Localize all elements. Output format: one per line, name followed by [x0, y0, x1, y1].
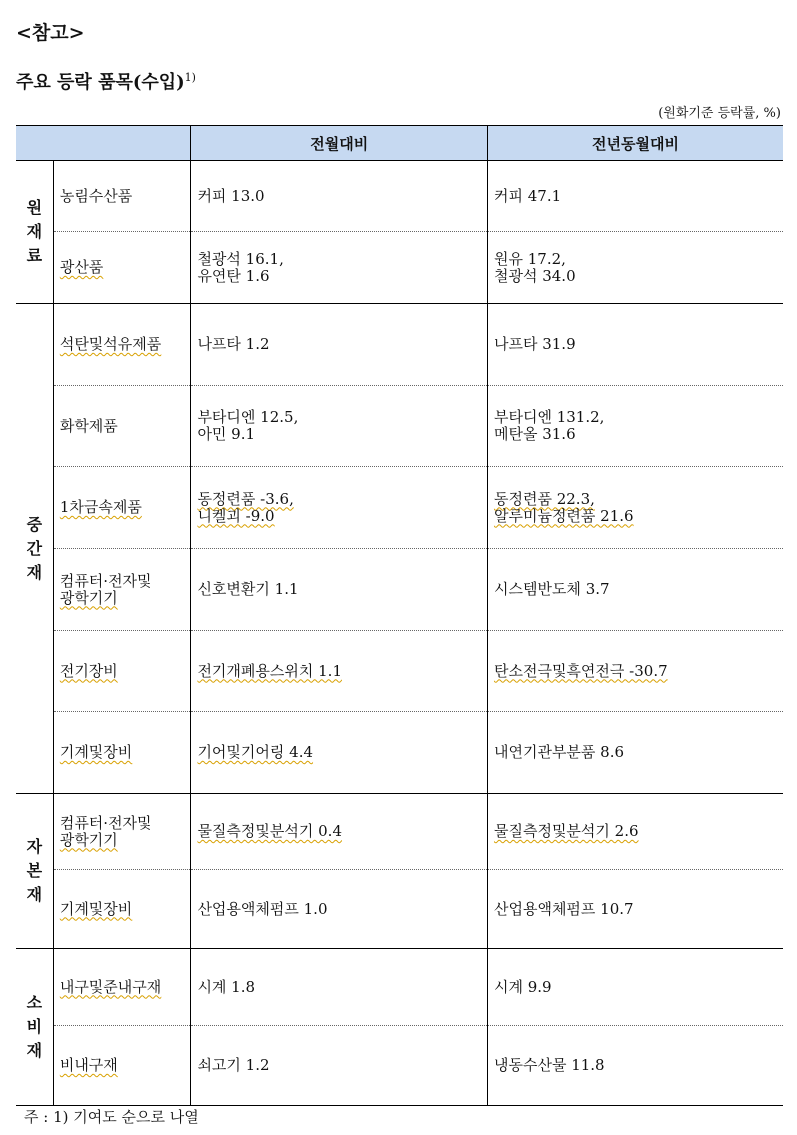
- category-label: 광학기기: [59, 588, 118, 607]
- title-text: 주요 등락 품목(수입): [16, 72, 185, 93]
- table-row: [16, 1026, 783, 1106]
- mom-value: 시계 1.8: [197, 977, 256, 996]
- table-row: [16, 467, 783, 549]
- category-cell: [53, 631, 191, 712]
- category-cell: [53, 949, 191, 1026]
- section-capital-char-2: 본: [26, 861, 43, 880]
- table-header-row: [16, 126, 783, 161]
- page-title: [16, 68, 196, 94]
- table-row: [16, 870, 783, 949]
- yoy-cell: [487, 549, 783, 631]
- yoy-value: 커피 47.1: [493, 186, 562, 205]
- yoy-value: 내연기관부분품 8.6: [493, 743, 625, 761]
- section-capital: [16, 794, 53, 949]
- yoy-value: 알루미늄정련품 21.6: [493, 506, 634, 525]
- mom-cell: [191, 549, 488, 631]
- mom-cell: [191, 467, 488, 549]
- mom-value: 동정련품 -3.6,: [197, 489, 294, 508]
- category-cell: [53, 304, 191, 386]
- table-row: [16, 631, 783, 712]
- yoy-cell: [487, 712, 783, 794]
- footnote: 주 : 1) 기여도 순으로 나열: [24, 1108, 199, 1126]
- yoy-cell: [487, 232, 783, 304]
- yoy-cell: [487, 949, 783, 1026]
- table-row: [16, 304, 783, 386]
- mom-cell: [191, 870, 488, 949]
- mom-cell: [191, 1026, 488, 1106]
- mom-value: 산업용액체펌프 1.0: [197, 899, 328, 918]
- category-cell: [53, 386, 191, 467]
- yoy-cell: [487, 870, 783, 949]
- category-label: 내구및준내구재: [59, 977, 162, 996]
- yoy-value: 시스템반도체 3.7: [493, 580, 610, 598]
- mom-cell: [191, 161, 488, 232]
- mom-value: 신호변환기 1.1: [197, 580, 299, 598]
- table-row: [16, 712, 783, 794]
- table-row: [16, 386, 783, 467]
- yoy-value: 물질측정및분석기 2.6: [493, 822, 639, 840]
- header-mom: 전월대비: [191, 126, 488, 161]
- category-cell: [53, 467, 191, 549]
- yoy-cell: [487, 1026, 783, 1106]
- section-intermediate-char-1: 중: [26, 514, 43, 534]
- mom-value: 니켈괴 -9.0: [197, 506, 275, 525]
- section-capital-char-1: 자: [26, 837, 43, 856]
- category-label: 광학기기: [59, 830, 118, 849]
- section-raw-char-2: 재: [26, 222, 43, 241]
- section-raw-char-3: 료: [26, 246, 43, 265]
- category-label: 기계및장비: [59, 743, 133, 761]
- table-row: [16, 161, 783, 232]
- section-consumer-char-1: 소: [26, 993, 43, 1012]
- category-label: 1차금속제품: [59, 498, 142, 516]
- price-change-table: [16, 125, 783, 1106]
- section-intermediate: [16, 304, 53, 794]
- yoy-value: 동정련품 22.3,: [493, 489, 595, 508]
- category-label: 컴퓨터·전자및: [59, 813, 152, 832]
- category-label: 농림수산품: [59, 186, 133, 205]
- section-intermediate-char-2: 간: [26, 538, 43, 558]
- category-cell: [53, 161, 191, 232]
- yoy-cell: [487, 794, 783, 870]
- mom-value: 전기개폐용스위치 1.1: [197, 661, 342, 680]
- title-footnote-marker: 1): [184, 71, 196, 84]
- mom-value: 물질측정및분석기 0.4: [197, 822, 342, 840]
- yoy-value: 메탄올 31.6: [493, 425, 576, 443]
- category-label: 광산품: [59, 258, 104, 276]
- yoy-cell: [487, 161, 783, 232]
- section-intermediate-char-3: 재: [26, 562, 43, 582]
- category-cell: [53, 870, 191, 949]
- mom-value: 커피 13.0: [197, 186, 265, 205]
- category-cell: [53, 712, 191, 794]
- section-consumer: [16, 949, 53, 1106]
- table-row: [16, 794, 783, 870]
- mom-value: 아민 9.1: [197, 425, 256, 443]
- section-capital-char-3: 재: [26, 885, 43, 904]
- mom-cell: [191, 631, 488, 712]
- yoy-value: 철광석 34.0: [493, 266, 576, 285]
- yoy-value: 나프타 31.9: [493, 335, 576, 353]
- category-cell: [53, 1026, 191, 1106]
- mom-value: 유연탄 1.6: [197, 266, 270, 285]
- mom-cell: [191, 304, 488, 386]
- table-row: [16, 232, 783, 304]
- category-label: 석탄및석유제품: [59, 335, 162, 353]
- mom-cell: [191, 794, 488, 870]
- yoy-cell: [487, 304, 783, 386]
- mom-cell: [191, 712, 488, 794]
- category-cell: [53, 794, 191, 870]
- mom-value: 기어및기어링 4.4: [197, 743, 314, 761]
- section-consumer-char-2: 비: [26, 1017, 43, 1036]
- yoy-cell: [487, 386, 783, 467]
- yoy-value: 탄소전극및흑연전극 -30.7: [493, 661, 668, 680]
- mom-cell: [191, 949, 488, 1026]
- category-cell: [53, 232, 191, 304]
- yoy-cell: [487, 631, 783, 712]
- mom-value: 쇠고기 1.2: [197, 1056, 270, 1074]
- category-label: 화학제품: [59, 416, 118, 435]
- section-consumer-char-3: 재: [26, 1041, 43, 1060]
- mom-value: 부타디엔 12.5,: [197, 408, 299, 426]
- yoy-cell: [487, 467, 783, 549]
- mom-cell: [191, 386, 488, 467]
- section-raw: [16, 161, 53, 304]
- yoy-value: 시계 9.9: [493, 977, 552, 996]
- mom-cell: [191, 232, 488, 304]
- category-label: 컴퓨터·전자및: [59, 571, 152, 590]
- category-label: 기계및장비: [59, 899, 133, 918]
- yoy-value: 냉동수산물 11.8: [493, 1056, 605, 1074]
- category-cell: [53, 549, 191, 631]
- category-label: 전기장비: [59, 661, 118, 680]
- header-blank: [16, 126, 191, 161]
- yoy-value: 부타디엔 131.2,: [493, 408, 605, 426]
- mom-value: 철광석 16.1,: [197, 249, 284, 268]
- yoy-value: 원유 17.2,: [493, 249, 566, 268]
- section-raw-char-1: 원: [26, 198, 43, 217]
- reference-label: <참고>: [16, 22, 85, 44]
- table-row: [16, 949, 783, 1026]
- mom-value: 나프타 1.2: [197, 335, 270, 353]
- header-yoy: 전년동월대비: [487, 126, 783, 161]
- unit-note: (원화기준 등락률, %): [658, 106, 781, 121]
- category-label: 비내구재: [59, 1056, 118, 1074]
- yoy-value: 산업용액체펌프 10.7: [493, 899, 634, 918]
- table-row: [16, 549, 783, 631]
